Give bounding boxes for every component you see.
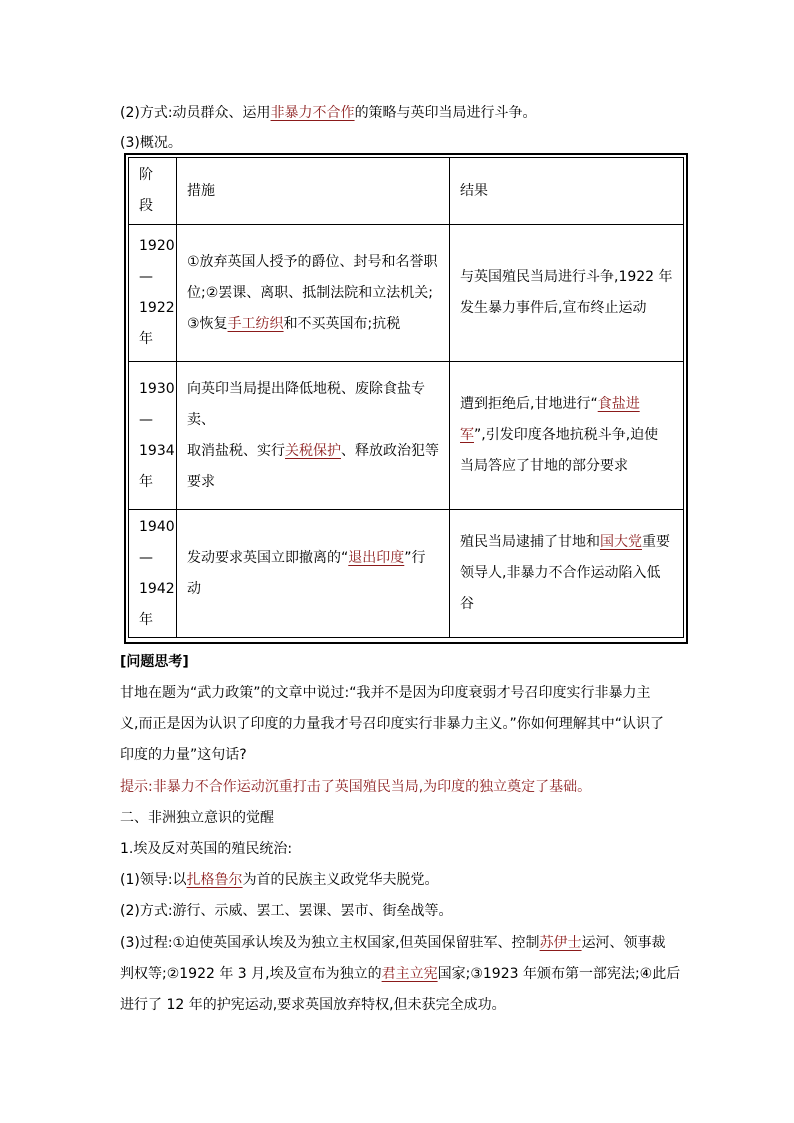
measure-text: 向英印当局提出降低地税、废除食盐专卖、 (187, 380, 425, 428)
process-line (120, 964, 680, 984)
measure-text (187, 436, 439, 467)
subsection-title: 1.埃及反对英国的殖民统治: (120, 841, 293, 857)
leader-prefix: (1)领导:以 (120, 872, 187, 888)
result-text-part: ”,引发印度各地抗税斗争,迫使 (474, 427, 659, 443)
header-result: 结果 (450, 158, 684, 225)
question-text: 义,而正是因为认识了印度的力量我才号召印度实行非暴力主义。”你如何理解其中“认识了 (120, 716, 664, 732)
result-text: 发生暴力事件后,宣布终止运动 (460, 300, 647, 316)
method-suffix: 的策略与英印当局进行斗争。 (354, 105, 537, 121)
result-text (460, 527, 673, 558)
result-text-part: 重要 (642, 534, 670, 550)
question-text: 甘地在题为“武力政策”的文章中说过:“我并不是因为印度衰弱才号召印度实行非暴力主 (120, 685, 651, 701)
measure-text-part: 、释放政治犯等 (341, 442, 439, 459)
stage-year-suffix: 年 (139, 473, 153, 490)
measure-text: 要求 (187, 473, 215, 490)
measure-cell (177, 225, 450, 362)
measure-keyword: 退出印度 (348, 549, 405, 566)
table-header-row (129, 158, 684, 225)
process-line: 进行了 12 年的护宪运动,要求英国放弃特权,但未获完全成功。 (120, 997, 506, 1013)
measure-text-part: 和不买英国布;抗税 (283, 315, 401, 332)
result-text-part: 殖民当局逮捕了甘地和 (460, 534, 600, 550)
process-keyword: 苏伊士 (539, 935, 582, 951)
stage-year-suffix: 年 (139, 611, 153, 628)
process-text-part: 判权等;②1922 年 3 月,埃及宣布为独立的 (120, 966, 382, 982)
stage-cell (129, 225, 177, 362)
stage-cell (129, 510, 177, 638)
result-text-part: 遭到拒绝后,甘地进行“ (460, 396, 598, 412)
measure-text-part: 取消盐税、实行 (187, 442, 285, 459)
result-text (460, 420, 673, 451)
stage-start-year: 1930 (139, 380, 175, 397)
leader-keyword: 扎格鲁尔 (186, 872, 243, 888)
measure-cell (177, 362, 450, 510)
measure-text-part: ”行 (404, 549, 426, 566)
measure-text (187, 543, 439, 574)
table-row (129, 510, 684, 638)
process-text-part: 国家;③1923 年颁布第一部宪法;④此后 (437, 966, 681, 982)
result-keyword: 国大党 (600, 534, 642, 550)
stage-end-year: 1922 (139, 300, 175, 316)
method-prefix: (2)方式:动员群众、运用 (120, 105, 271, 121)
process-line (120, 933, 666, 953)
section-title: 二、非洲独立意识的觉醒 (120, 810, 274, 826)
stage-dash: — (139, 269, 153, 285)
measure-text: 位;②罢课、离职、抵制法院和立法机关; (187, 284, 433, 301)
measure-keyword: 关税保护 (285, 442, 341, 459)
result-cell (450, 510, 684, 638)
stage-end-year: 1942 (139, 580, 175, 597)
measure-text-part: ③恢复 (187, 315, 228, 332)
leader-suffix: 为首的民族主义政党华夫脱党。 (242, 872, 439, 888)
process-text-part: 运河、领事裁 (581, 935, 666, 951)
method-line (120, 103, 537, 123)
leader-line (120, 870, 439, 890)
stage-year-suffix: 年 (139, 331, 153, 347)
measure-text-part: 发动要求英国立即撤离的“ (187, 549, 349, 566)
result-cell (450, 225, 684, 362)
method-list-line: (2)方式:游行、示威、罢工、罢课、罢市、街垒战等。 (120, 903, 453, 919)
header-stage: 阶段 (129, 158, 177, 225)
stage-cell (129, 362, 177, 510)
result-text (460, 389, 673, 420)
table-row (129, 225, 684, 362)
stage-start-year: 1920 (139, 238, 175, 254)
stage-dash: — (139, 411, 153, 428)
stage-end-year: 1934 (139, 442, 175, 459)
result-text: 当局答应了甘地的部分要求 (460, 458, 628, 474)
stage-start-year: 1940 (139, 518, 175, 535)
result-text: 与英国殖民当局进行斗争,1922 年 (460, 269, 673, 285)
measure-keyword: 手工纺织 (227, 315, 284, 332)
measure-text: 动 (187, 580, 201, 597)
method-keyword: 非暴力不合作 (270, 105, 355, 121)
header-measure: 措施 (177, 158, 450, 225)
table-row (129, 362, 684, 510)
result-text: 领导人,非暴力不合作运动陷入低 (460, 565, 661, 581)
question-heading: [问题思考] (120, 654, 189, 670)
overview-line: (3)概况。 (120, 135, 182, 151)
gandhi-movement-table (128, 157, 684, 638)
result-text: 谷 (460, 596, 474, 612)
result-keyword: 食盐进 (597, 396, 640, 412)
result-keyword: 军 (460, 427, 474, 443)
measure-text (187, 309, 439, 340)
process-keyword: 君主立宪 (381, 966, 438, 982)
question-text: 印度的力量”这句话? (120, 747, 247, 763)
result-cell (450, 362, 684, 510)
hint-text: 提示:非暴力不合作运动沉重打击了英国殖民当局,为印度的独立奠定了基础。 (120, 779, 592, 795)
process-text-part: (3)过程:①迫使英国承认埃及为独立主权国家,但英国保留驻军、控制 (120, 935, 540, 951)
measure-text: ①放弃英国人授予的爵位、封号和名誉职 (187, 253, 438, 270)
measure-cell (177, 510, 450, 638)
stage-dash: — (139, 549, 153, 566)
